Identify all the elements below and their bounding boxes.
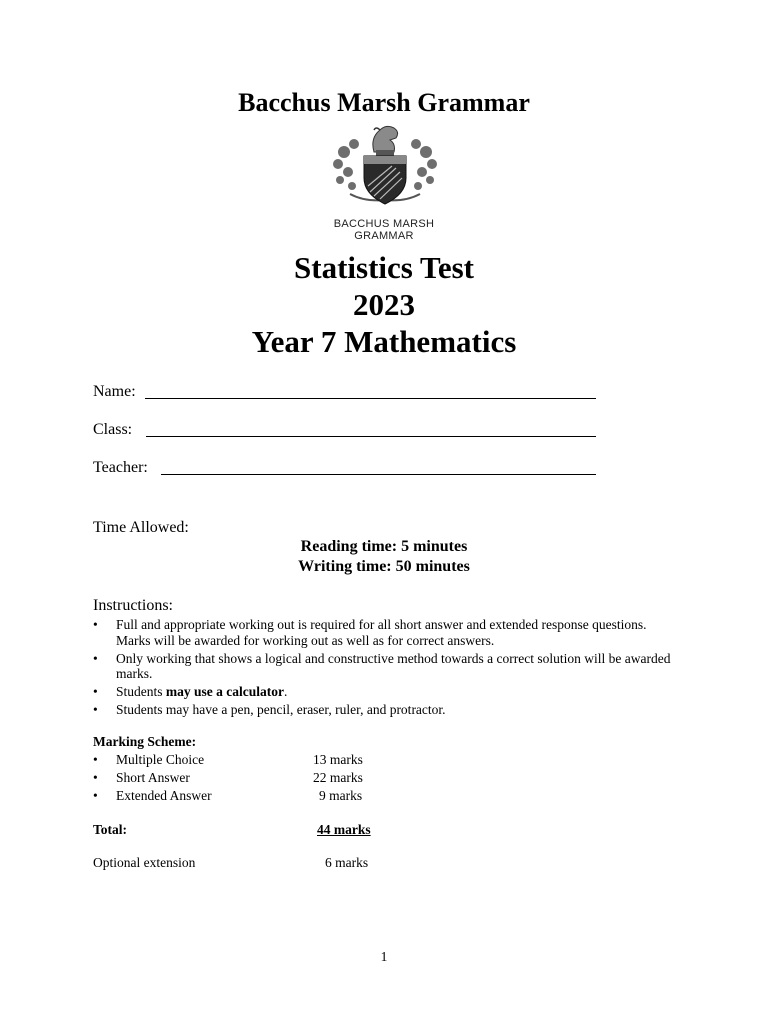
instruction-text: .	[284, 684, 288, 699]
name-input-line[interactable]	[145, 398, 596, 399]
optional-extension-label: Optional extension	[93, 855, 196, 870]
title-line-3: Year 7 Mathematics	[251, 324, 517, 359]
class-field	[93, 420, 132, 440]
title-line-2: 2023	[353, 287, 415, 322]
optional-extension-value: 6 marks	[325, 855, 369, 870]
marking-item-marks: 13 marks	[313, 752, 363, 767]
marking-item-label: Short Answer	[116, 770, 190, 785]
class-label: Class:	[93, 421, 133, 438]
teacher-label: Teacher:	[93, 459, 148, 476]
marking-item	[93, 751, 393, 769]
marking-item	[93, 769, 393, 787]
instructions-heading: Instructions:	[93, 597, 173, 614]
crest-wordmark-line1: BACCHUS MARSH	[333, 218, 435, 230]
class-input-line[interactable]	[146, 436, 596, 437]
marking-item	[93, 787, 393, 805]
time-allowed-label: Time Allowed:	[93, 519, 189, 536]
marking-scheme-heading: Marking Scheme:	[93, 734, 197, 749]
instruction-item: • Full and appropriate working out is required for all short answer and extended response questions. Marks will be awarded for working out as well as for correct answers.	[93, 617, 673, 648]
marking-item-label: Multiple Choice	[116, 752, 205, 767]
crest-wordmark	[300, 218, 468, 242]
teacher-field	[93, 458, 148, 478]
instruction-item	[93, 684, 673, 700]
instruction-item: • Students may have a pen, pencil, eraser, ruler, and protractor.	[93, 702, 673, 718]
teacher-input-line[interactable]	[161, 474, 596, 475]
marking-item-marks: 9 marks	[319, 788, 363, 803]
school-crest-logo	[330, 122, 440, 214]
crest-wordmark-line2: GRAMMAR	[354, 230, 414, 242]
reading-time: Reading time: 5 minutes	[300, 538, 468, 555]
school-name: Bacchus Marsh Grammar	[238, 88, 530, 117]
marking-scheme-list	[93, 751, 393, 805]
instructions-list	[93, 617, 673, 720]
name-field	[93, 382, 136, 402]
name-label: Name:	[93, 383, 136, 400]
page-number: 1	[380, 949, 388, 964]
instruction-item: • Only working that shows a logical and constructive method towards a correct solution will be awarded marks.	[93, 651, 673, 682]
instruction-emphasis: may use a calculator	[165, 684, 284, 699]
writing-time: Writing time: 50 minutes	[298, 558, 470, 575]
title-line-1: Statistics Test	[294, 250, 474, 285]
total-value: 44 marks	[317, 822, 371, 837]
marking-item-marks: 22 marks	[313, 770, 363, 785]
marking-item-label: Extended Answer	[116, 788, 212, 803]
total-label: Total:	[93, 822, 128, 837]
instruction-text: Students	[116, 684, 166, 699]
